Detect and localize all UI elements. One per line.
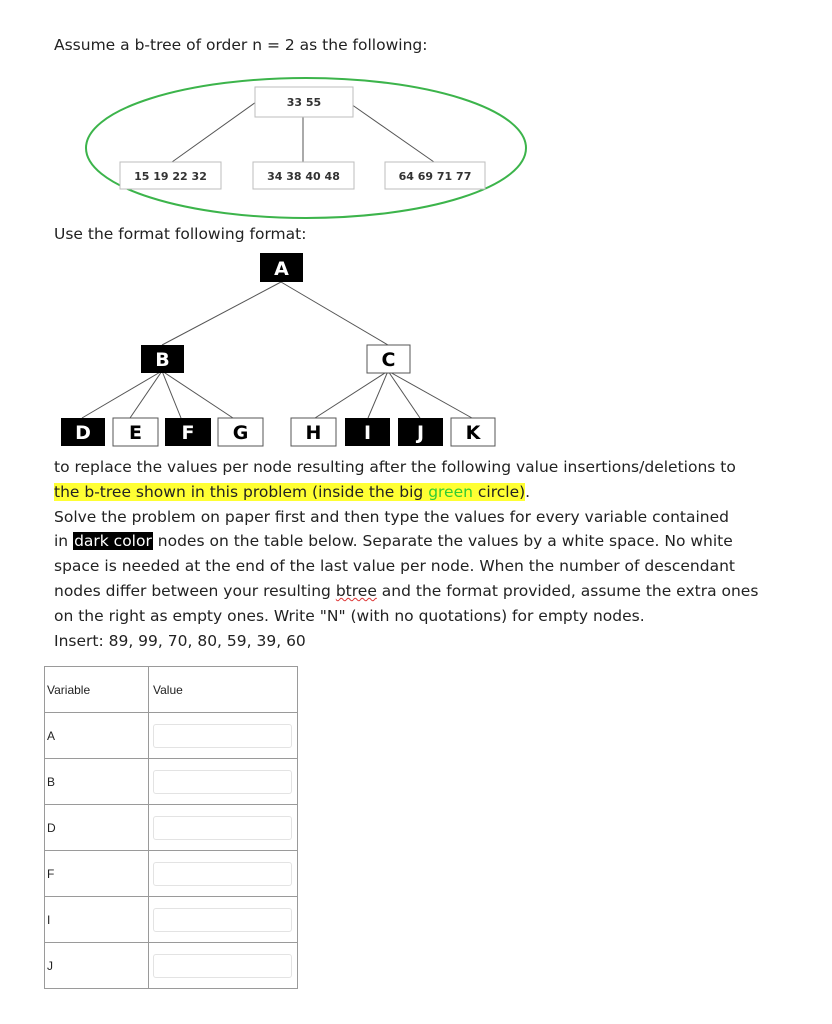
instructions bbox=[54, 455, 774, 653]
format-node-h bbox=[291, 418, 336, 446]
format-node-i bbox=[345, 418, 390, 446]
insert-values: Insert: 89, 99, 70, 80, 59, 39, 60 bbox=[54, 631, 306, 650]
answer-input-i[interactable] bbox=[153, 908, 292, 932]
instructions-paragraph-2: Solve the problem on paper first and then type the values for every variable contained in dark color nodes on the table below. Separate the values by a white space. No white space is needed at the end of the last value per node. When the number of descendant nodes differ between your resulting btree and the format provided, assume the extra ones on the right as empty ones. Write "N" (with no quotations) for empty nodes. bbox=[54, 507, 759, 625]
format-node-a bbox=[260, 253, 303, 282]
format-node-g bbox=[218, 418, 263, 446]
svg-text:H: H bbox=[305, 422, 322, 444]
table-row bbox=[45, 713, 298, 759]
format-node-d bbox=[61, 418, 105, 446]
svg-text:E: E bbox=[129, 422, 142, 444]
dark-color-word: dark color bbox=[74, 532, 152, 551]
svg-text:J: J bbox=[416, 422, 425, 444]
table-row bbox=[45, 897, 298, 943]
variable-label: B bbox=[45, 759, 149, 805]
format-node-f bbox=[165, 418, 211, 446]
variable-label: J bbox=[45, 943, 149, 989]
spellcheck-word: btree bbox=[335, 581, 377, 600]
format-node-j bbox=[398, 418, 443, 446]
question-heading: Assume a b-tree of order n = 2 as the following: bbox=[54, 36, 428, 54]
format-node-b bbox=[141, 345, 184, 373]
instructions-paragraph-1: to replace the values per node resulting after the following value insertions/deletions to the b-tree shown in this problem (inside the big green circle). bbox=[54, 458, 736, 501]
svg-text:F: F bbox=[181, 422, 195, 444]
highlighted-text: the b-tree shown in this problem (inside the big green circle) bbox=[54, 482, 526, 501]
svg-text:C: C bbox=[381, 349, 396, 371]
tree-node-right bbox=[385, 162, 485, 189]
table-row bbox=[45, 805, 298, 851]
format-node-k bbox=[451, 418, 495, 446]
variable-label: A bbox=[45, 713, 149, 759]
tree-node-root bbox=[255, 87, 353, 117]
tree-node-middle-keys: 34 38 40 48 bbox=[267, 170, 340, 183]
svg-text:G: G bbox=[232, 422, 249, 444]
variable-label: F bbox=[45, 851, 149, 897]
tree-node-middle bbox=[253, 162, 354, 189]
tree-node-left bbox=[120, 162, 221, 189]
format-node-e bbox=[113, 418, 158, 446]
answer-input-d[interactable] bbox=[153, 816, 292, 840]
table-row bbox=[45, 759, 298, 805]
answer-input-b[interactable] bbox=[153, 770, 292, 794]
green-word: green bbox=[428, 482, 473, 501]
answer-input-j[interactable] bbox=[153, 954, 292, 978]
answer-input-a[interactable] bbox=[153, 724, 292, 748]
header-variable: Variable bbox=[45, 667, 149, 713]
instructions-text: to replace the values per node resulting after the following value insertions/deletions to bbox=[54, 458, 736, 476]
svg-text:B: B bbox=[155, 349, 170, 371]
answer-input-f[interactable] bbox=[153, 862, 292, 886]
variable-label: I bbox=[45, 897, 149, 943]
variable-label: D bbox=[45, 805, 149, 851]
answer-table bbox=[44, 666, 298, 989]
table-row bbox=[45, 943, 298, 989]
tree-node-left-keys: 15 19 22 32 bbox=[134, 170, 207, 183]
format-node-c bbox=[367, 345, 410, 373]
svg-text:D: D bbox=[75, 422, 91, 444]
tree-node-root-keys: 33 55 bbox=[286, 96, 322, 109]
header-value: Value bbox=[149, 667, 298, 713]
svg-text:I: I bbox=[363, 422, 372, 444]
format-label: Use the format following format: bbox=[54, 225, 307, 243]
tree-node-right-keys: 64 69 71 77 bbox=[398, 170, 472, 183]
svg-text:K: K bbox=[465, 422, 481, 444]
svg-text:A: A bbox=[274, 258, 289, 280]
table-header-row bbox=[45, 667, 298, 713]
table-row bbox=[45, 851, 298, 897]
